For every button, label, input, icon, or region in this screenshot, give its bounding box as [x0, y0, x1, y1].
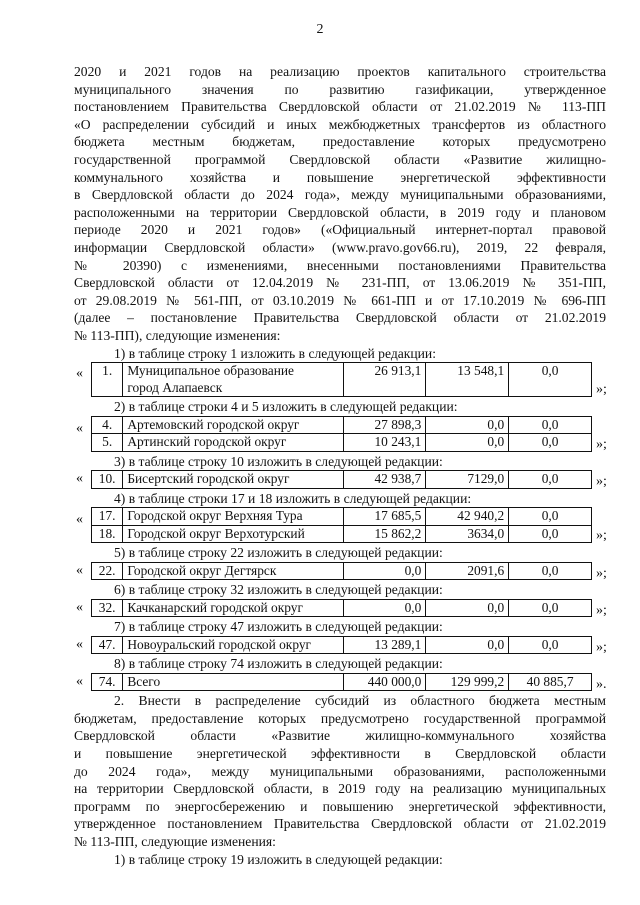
- quote-open: «: [76, 673, 83, 689]
- value-2019-cell: 26 913,1: [343, 362, 426, 396]
- row-number-cell: 5.: [92, 434, 123, 452]
- intro-line: в Свердловской области до 2024 года», между муниципальными образованиями,: [74, 187, 606, 203]
- intro-line: бюджета местным бюджетам, предоставление которых предусмотрено: [74, 134, 606, 150]
- row-number-cell: 47.: [92, 636, 123, 654]
- municipality-cell: Всего: [123, 673, 343, 691]
- value-2020-cell: 3634,0: [426, 525, 509, 543]
- quote-open: «: [76, 562, 83, 578]
- section-2-paragraph: [74, 692, 606, 850]
- intro-line: периоде 2020 и 2021 годов» («Официальный интернет-портал правовой: [74, 222, 606, 238]
- amendment-title: 5) в таблице строку 22 изложить в следующей редакции:: [114, 545, 443, 561]
- municipality-cell: Городской округ Дегтярск: [123, 562, 343, 580]
- amendment-table-block: [74, 562, 606, 581]
- section-2-line: программ по энергосбережению и повышению энергетической эффективности,: [74, 798, 606, 814]
- value-2021-cell: 0,0: [509, 599, 592, 617]
- amendment-table: [91, 673, 592, 692]
- quote-open: «: [76, 599, 83, 615]
- table-row: [92, 562, 592, 580]
- value-2020-cell: 42 940,2: [426, 508, 509, 526]
- municipality-cell: Новоуральский городской округ: [123, 636, 343, 654]
- amendment-title: 1) в таблице строку 1 изложить в следующей редакции:: [114, 345, 436, 361]
- amendment-table-block: [74, 673, 606, 692]
- intro-line: расположенными на территории Свердловской области, в 2019 году и плановом: [74, 204, 606, 220]
- amendment-table-block: [74, 507, 606, 543]
- table-row: [92, 508, 592, 526]
- amendment-table-block: [74, 599, 606, 618]
- section-2-line: Свердловской области «Развитие жилищно-коммунального хозяйства: [74, 728, 606, 744]
- municipality-cell: Артинский городской округ: [123, 434, 343, 452]
- intro-line: коммунального хозяйства и повышение энергетической эффективности: [74, 169, 606, 185]
- amendment-table-block: [74, 470, 606, 489]
- quote-close: »;: [596, 602, 607, 618]
- municipality-cell: Городской округ Верхняя Тура: [123, 508, 343, 526]
- value-2021-cell: 40 885,7: [509, 673, 592, 691]
- amendment-title: 6) в таблице строку 32 изложить в следующей редакции:: [114, 582, 443, 598]
- value-2019-cell: 15 862,2: [343, 525, 426, 543]
- municipality-cell: Качканарский городской округ: [123, 599, 343, 617]
- value-2020-cell: 13 548,1: [426, 362, 509, 396]
- table-row: [92, 434, 592, 452]
- value-2019-cell: 10 243,1: [343, 434, 426, 452]
- amendment-title: 3) в таблице строку 10 изложить в следующей редакции:: [114, 453, 443, 469]
- intro-paragraph: [74, 63, 606, 345]
- value-2020-cell: 0,0: [426, 434, 509, 452]
- quote-open: «: [76, 512, 83, 528]
- value-2020-cell: 0,0: [426, 416, 509, 434]
- section-2-item-1: 1) в таблице строку 19 изложить в следующей редакции:: [114, 851, 443, 867]
- table-row: [92, 416, 592, 434]
- value-2019-cell: 17 685,5: [343, 508, 426, 526]
- value-2019-cell: 27 898,3: [343, 416, 426, 434]
- table-row: [92, 525, 592, 543]
- value-2020-cell: 2091,6: [426, 562, 509, 580]
- value-2019-cell: 42 938,7: [343, 471, 426, 489]
- intro-line: 2020 и 2021 годов на реализацию проектов капитального строительства: [74, 64, 606, 79]
- quote-open: «: [76, 471, 83, 487]
- row-number-cell: 4.: [92, 416, 123, 434]
- value-2019-cell: 440 000,0: [343, 673, 426, 691]
- value-2021-cell: 0,0: [509, 562, 592, 580]
- municipality-name-line: Муниципальное образование: [127, 362, 294, 378]
- municipality-name-line: город Алапаевск: [127, 379, 223, 395]
- intro-line: Свердловской области от 12.04.2019 № 231-ПП, от 13.06.2019 № 351-ПП,: [74, 275, 606, 291]
- row-number-cell: 17.: [92, 508, 123, 526]
- section-2-line: № 113-ПП, следующие изменения:: [74, 834, 276, 850]
- row-number-cell: 74.: [92, 673, 123, 691]
- row-number-cell: 1.: [92, 362, 123, 396]
- value-2021-cell: 0,0: [509, 434, 592, 452]
- section-2-line: и повышение энергетической эффективности в Свердловской области: [74, 746, 606, 762]
- amendment-table: [91, 470, 592, 489]
- intro-line: информации Свердловской области» (www.pravo.gov66.ru), 2019, 22 февраля,: [74, 239, 606, 255]
- value-2019-cell: 0,0: [343, 599, 426, 617]
- value-2021-cell: 0,0: [509, 471, 592, 489]
- quote-close: »;: [596, 528, 607, 544]
- value-2020-cell: 129 999,2: [426, 673, 509, 691]
- intro-line: № 20390) с изменениями, внесенными постановлениями Правительства: [74, 257, 606, 273]
- value-2021-cell: 0,0: [509, 416, 592, 434]
- amendment-title: 2) в таблице строки 4 и 5 изложить в следующей редакции:: [114, 399, 458, 415]
- amendment-title: 8) в таблице строку 74 изложить в следующей редакции:: [114, 656, 443, 672]
- amendment-table: [91, 562, 592, 581]
- value-2021-cell: 0,0: [509, 362, 592, 396]
- intro-line: (далее – постановление Правительства Свердловской области от 21.02.2019: [74, 310, 606, 326]
- value-2020-cell: 7129,0: [426, 471, 509, 489]
- value-2021-cell: 0,0: [509, 508, 592, 526]
- section-2-line: до 2024 года», между муниципальными образованиями, расположенными: [74, 763, 606, 779]
- amendment-table-block: [74, 416, 606, 452]
- municipality-cell: Бисертский городской округ: [123, 471, 343, 489]
- row-number-cell: 18.: [92, 525, 123, 543]
- intro-line: № 113-ПП), следующие изменения:: [74, 327, 281, 343]
- value-2021-cell: 0,0: [509, 525, 592, 543]
- row-number-cell: 22.: [92, 562, 123, 580]
- amendment-table-block: [74, 636, 606, 655]
- table-row: [92, 362, 592, 396]
- value-2020-cell: 0,0: [426, 636, 509, 654]
- table-row: [92, 599, 592, 617]
- section-2-line: 2. Внести в распределение субсидий из областного бюджета местным: [114, 693, 606, 709]
- quote-close: »;: [596, 474, 607, 490]
- quote-open: «: [76, 420, 83, 436]
- quote-close: »;: [596, 565, 607, 581]
- amendment-table-block: [74, 362, 606, 397]
- intro-line: «О распределении субсидий и иных межбюджетных трансфертов из областного: [74, 116, 606, 132]
- section-2-line: на территории Свердловской области, в 2019 году на реализацию муниципальных: [74, 781, 606, 797]
- amendment-table: [91, 416, 592, 452]
- page-number: 2: [316, 22, 324, 37]
- table-row: [92, 471, 592, 489]
- row-number-cell: 10.: [92, 471, 123, 489]
- municipality-cell: Городской округ Верхотурский: [123, 525, 343, 543]
- intro-line: от 29.08.2019 № 561-ПП, от 03.10.2019 № 661-ПП и от 17.10.2019 № 696-ПП: [74, 292, 606, 308]
- amendment-title: 4) в таблице строки 17 и 18 изложить в следующей редакции:: [114, 490, 472, 506]
- intro-line: постановлением Правительства Свердловской области от 21.02.2019 № 113-ПП: [74, 99, 606, 115]
- intro-line: государственной программой Свердловской области «Развитие жилищно-: [74, 151, 606, 167]
- amendment-table: [91, 636, 592, 655]
- amendment-title: 7) в таблице строку 47 изложить в следующей редакции:: [114, 619, 443, 635]
- amendment-table: [91, 362, 592, 397]
- value-2019-cell: 0,0: [343, 562, 426, 580]
- table-row: [92, 636, 592, 654]
- section-2-line: утвержденное постановлением Правительства Свердловской области от 21.02.2019: [74, 816, 606, 832]
- municipality-cell: [123, 362, 343, 396]
- municipality-cell: Артемовский городской округ: [123, 416, 343, 434]
- intro-line: муниципального значения по развитию газификации, утвержденное: [74, 81, 606, 97]
- amendment-list: [74, 345, 606, 692]
- value-2020-cell: 0,0: [426, 599, 509, 617]
- document-body: [74, 63, 606, 868]
- quote-close: »;: [596, 639, 607, 655]
- quote-close: »;: [596, 436, 607, 452]
- quote-open: «: [76, 636, 83, 652]
- amendment-table: [91, 507, 592, 543]
- row-number-cell: 32.: [92, 599, 123, 617]
- quote-close: ».: [596, 676, 607, 692]
- table-row: [92, 673, 592, 691]
- section-2-line: бюджетам, предоставление которых предусмотрено государственной программой: [74, 710, 606, 726]
- value-2021-cell: 0,0: [509, 636, 592, 654]
- quote-close: »;: [596, 381, 607, 397]
- amendment-table: [91, 599, 592, 618]
- quote-open: «: [76, 366, 83, 382]
- value-2019-cell: 13 289,1: [343, 636, 426, 654]
